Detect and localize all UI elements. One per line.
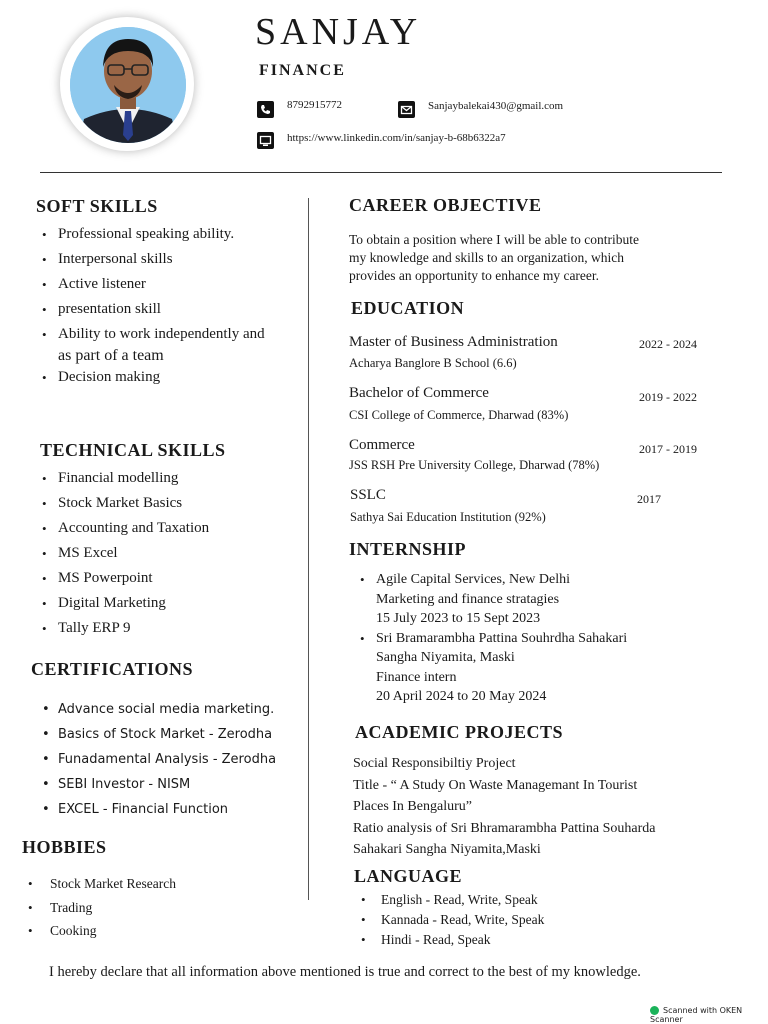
linkedin-url: https://www.linkedin.com/in/sanjay-b-68b6322a7 — [287, 132, 506, 144]
list-item: • Basics of Stock Market - Zerodha — [38, 722, 306, 747]
career-objective-heading: CAREER OBJECTIVE — [349, 195, 542, 215]
list-item: • Ability to work independently and — [38, 322, 303, 347]
education-institution: Sathya Sai Education Institution (92%) — [350, 510, 546, 524]
list-item: • Advance social media marketing. — [38, 697, 306, 722]
computer-icon — [257, 132, 274, 149]
certifications-heading: CERTIFICATIONS — [31, 659, 194, 679]
list-item: • English - Read, Write, Speak — [357, 890, 717, 910]
scanner-watermark: Scanned with OKEN Scanner — [650, 1006, 743, 1024]
declaration-text: I hereby declare that all information above mentioned is true and correct to the best of my knowledge. — [49, 964, 641, 980]
list-item: • Agile Capital Services, New Delhi Marketing and finance stratagies 15 July 2023 to 15 Sept 2023 — [350, 570, 740, 629]
list-item: • Tally ERP 9 — [38, 616, 303, 641]
technical-skills-list — [38, 466, 303, 641]
list-item: • Active listener — [38, 272, 303, 297]
list-item: • Interpersonal skills — [38, 247, 303, 272]
candidate-role: FINANCE — [259, 62, 346, 79]
list-item: • MS Powerpoint — [38, 566, 303, 591]
education-institution: JSS RSH Pre University College, Dharwad (78%) — [349, 458, 600, 472]
list-item: • presentation skill — [38, 297, 303, 322]
academic-projects-text: Social Responsibiltiy Project Title - “ A Study On Waste Managemant In Tourist Places In Bengaluru” Ratio analysis of Sri Bhramarambha Pattina Souharda Sahakari Sangha Niyamita,Maski — [353, 756, 656, 857]
hobbies-heading: HOBBIES — [22, 837, 107, 857]
list-item: • Hindi - Read, Speak — [357, 930, 717, 950]
header-divider — [40, 172, 722, 173]
list-item: • Decision making — [38, 365, 303, 390]
language-list — [357, 890, 717, 950]
list-item: • Digital Marketing — [38, 591, 303, 616]
list-item: • Financial modelling — [38, 466, 303, 491]
soft-skills-heading: SOFT SKILLS — [36, 196, 158, 216]
education-title: Bachelor of Commerce — [349, 385, 489, 401]
list-item: • Kannada - Read, Write, Speak — [357, 910, 717, 930]
list-item: • SEBI Investor - NISM — [38, 772, 306, 797]
profile-photo — [70, 27, 186, 143]
scanner-logo-icon — [650, 1006, 659, 1015]
language-heading: LANGUAGE — [354, 866, 463, 886]
list-item: • Accounting and Taxation — [38, 516, 303, 541]
internship-heading: INTERNSHIP — [349, 539, 467, 559]
column-divider — [308, 198, 309, 900]
list-item: • Stock Market Basics — [38, 491, 303, 516]
academic-projects-heading: ACADEMIC PROJECTS — [355, 722, 564, 742]
education-title: Commerce — [349, 437, 415, 453]
list-item: • Sri Bramarambha Pattina Souhrdha Sahakari Sangha Niyamita, Maski Finance intern 20 April 2024 to 20 May 2024 — [350, 629, 740, 707]
list-item: • Stock Market Research — [24, 872, 294, 896]
internship-list — [350, 570, 740, 707]
education-years: 2019 - 2022 — [639, 390, 697, 404]
list-item: • MS Excel — [38, 541, 303, 566]
list-item-continuation: as part of a team — [58, 347, 164, 364]
candidate-name: SANJAY — [255, 11, 422, 53]
email-icon — [398, 101, 415, 118]
education-institution: Acharya Banglore B School (6.6) — [349, 356, 517, 370]
education-years: 2017 — [637, 492, 661, 506]
education-years: 2022 - 2024 — [639, 337, 697, 351]
education-institution: CSI College of Commerce, Dharwad (83%) — [349, 408, 569, 422]
education-title: Master of Business Administration — [349, 334, 558, 350]
list-item: • Funadamental Analysis - Zerodha — [38, 747, 306, 772]
education-heading: EDUCATION — [351, 298, 465, 318]
certifications-list — [38, 697, 306, 822]
soft-skills-list — [38, 222, 303, 390]
phone-icon — [257, 101, 274, 118]
list-item: • Professional speaking ability. — [38, 222, 303, 247]
hobbies-list — [24, 872, 294, 943]
list-item: • EXCEL - Financial Function — [38, 797, 306, 822]
email-address: Sanjaybalekai430@gmail.com — [428, 100, 564, 112]
education-title: SSLC — [350, 487, 386, 503]
education-years: 2017 - 2019 — [639, 442, 697, 456]
phone-number: 8792915772 — [287, 99, 342, 111]
list-item: • Cooking — [24, 919, 294, 943]
technical-skills-heading: TECHNICAL SKILLS — [40, 440, 226, 460]
career-objective-text: To obtain a position where I will be able to contribute my knowledge and skills to an organization, which provides an opportunity to enhance my career. — [349, 232, 639, 283]
list-item: • Trading — [24, 896, 294, 920]
